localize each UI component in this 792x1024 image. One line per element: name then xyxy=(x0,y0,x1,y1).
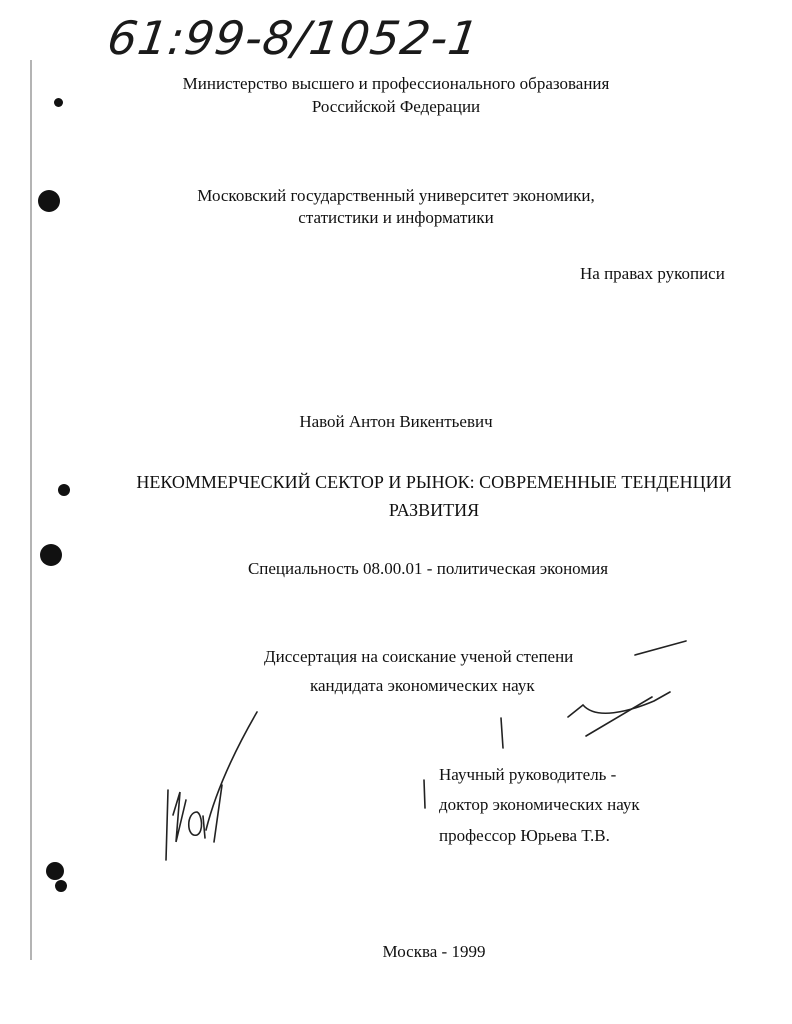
signature-stroke xyxy=(189,812,205,838)
signature-stroke xyxy=(166,790,168,860)
pen-stroke xyxy=(424,780,425,808)
ministry-line-1: Министерство высшего и профессионального образования xyxy=(182,74,610,93)
dissertation-line-1: Диссертация на соискание ученой степени xyxy=(264,647,574,666)
archive-code: 61:99-8/1052-1 xyxy=(104,11,483,65)
author-name: Навой Антон Викентьевич xyxy=(299,412,493,431)
signature-stroke xyxy=(173,792,186,842)
supervisor-line-2: доктор экономических наук xyxy=(439,795,640,814)
dissertation-line-2: кандидата экономических наук xyxy=(310,676,535,695)
thesis-title-line-1: НЕКОММЕРЧЕСКИЙ СЕКТОР И РЫНОК: СОВРЕМЕННЫЕ ТЕНДЕНЦИИ xyxy=(136,472,732,492)
university-line-2: статистики и информатики xyxy=(298,208,494,227)
rights-notice: На правах рукописи xyxy=(580,264,725,283)
specialty: Специальность 08.00.01 - политическая экономия xyxy=(247,559,609,578)
pen-stroke xyxy=(635,641,686,655)
supervisor-line-3: профессор Юрьева Т.В. xyxy=(439,826,610,845)
thesis-title-line-2: РАЗВИТИЯ xyxy=(388,500,480,520)
city-year: Москва - 1999 xyxy=(382,942,486,961)
ministry-line-2: Российской Федерации xyxy=(311,97,481,116)
pen-stroke xyxy=(586,697,652,736)
university-line-1: Московский государственный университет экономики, xyxy=(197,186,595,205)
pen-stroke xyxy=(568,692,670,717)
pen-stroke xyxy=(501,718,503,748)
supervisor-line-1: Научный руководитель - xyxy=(439,765,617,784)
signature-stroke xyxy=(206,712,257,830)
